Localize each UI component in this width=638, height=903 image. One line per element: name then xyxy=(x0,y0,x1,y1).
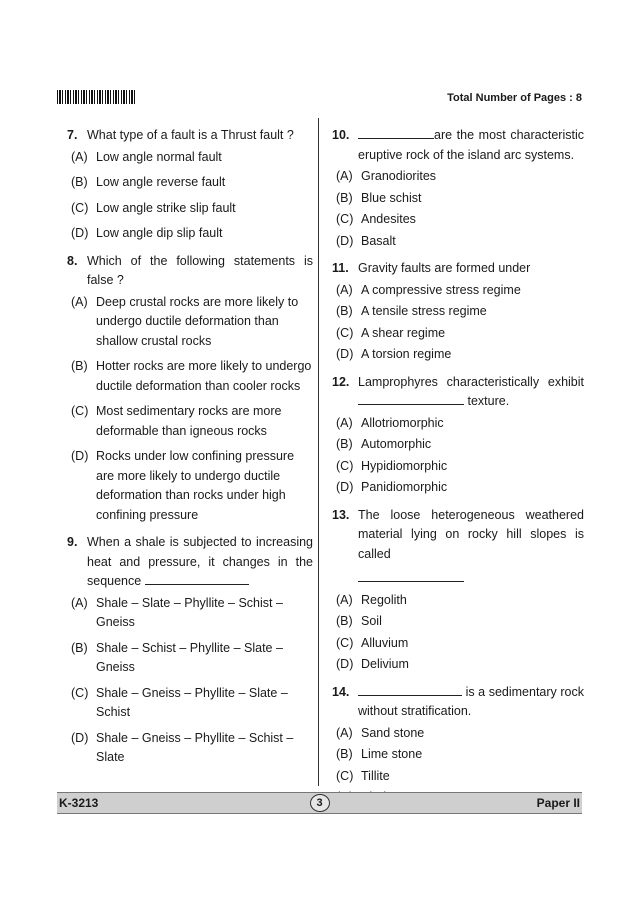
question-text-end: texture. xyxy=(467,394,510,408)
option-text: Deep crustal rocks are more likely to undergo ductile deformation than shallow crustal rocks xyxy=(96,294,299,348)
option-key: (D) xyxy=(336,233,354,248)
option-text: A torsion regime xyxy=(361,347,452,361)
option-text: A shear regime xyxy=(361,325,446,340)
option-key: (D) xyxy=(336,347,354,361)
option-text: Low angle dip slip fault xyxy=(96,226,223,240)
option-key: (B) xyxy=(336,747,353,761)
right-column xyxy=(332,126,584,816)
option xyxy=(336,414,584,434)
option xyxy=(336,745,584,765)
question-number: 14. xyxy=(332,684,350,699)
question-10 xyxy=(332,126,584,251)
option xyxy=(336,612,584,632)
answer-blank xyxy=(358,127,434,139)
option-key: (A) xyxy=(336,725,353,740)
option-key: (C) xyxy=(71,685,89,700)
question-text: is a sedimentary rock without stratification. xyxy=(358,684,584,718)
option-key: (B) xyxy=(336,614,353,628)
option-key: (D) xyxy=(71,226,89,240)
option xyxy=(336,767,584,787)
question-9 xyxy=(67,533,313,768)
option-key: (B) xyxy=(71,175,88,189)
option-key: (B) xyxy=(336,304,353,318)
option-text: Allotriomorphic xyxy=(361,415,444,430)
question-number: 9. xyxy=(67,535,78,549)
option-key: (C) xyxy=(336,768,354,783)
column-divider xyxy=(318,118,319,786)
answer-blank xyxy=(358,570,464,582)
question-8 xyxy=(67,252,313,526)
option xyxy=(71,639,313,678)
option-text: Most sedimentary rocks are more deformable than igneous rocks xyxy=(96,404,282,438)
option xyxy=(336,189,584,209)
question-text: Which of the following statements is false ? xyxy=(87,253,313,287)
option-text: Hotter rocks are more likely to undergo ductile deformation than cooler rocks xyxy=(96,359,312,393)
question-number: 8. xyxy=(67,253,78,268)
option-text: Rocks under low confining pressure are more likely to undergo ductile deformation than rocks under high confining pressure xyxy=(96,449,295,522)
question-number: 11. xyxy=(332,261,349,275)
total-pages-label: Total Number of Pages : 8 xyxy=(447,92,582,104)
option xyxy=(71,148,313,168)
option-text: Hypidiomorphic xyxy=(361,458,448,473)
option-key: (C) xyxy=(336,458,354,473)
question-text: What type of a fault is a Thrust fault ? xyxy=(87,128,294,142)
option-key: (A) xyxy=(71,149,88,164)
option xyxy=(336,232,584,252)
option xyxy=(71,224,313,244)
option-text: Tillite xyxy=(361,768,390,783)
option-text: Automorphic xyxy=(361,437,432,451)
option-text: Granodiorites xyxy=(361,169,437,183)
option-text: Alluvium xyxy=(361,635,409,650)
option-key: (A) xyxy=(336,415,353,430)
option xyxy=(336,435,584,455)
option-key: (C) xyxy=(71,404,89,418)
answer-blank xyxy=(358,684,462,696)
option-key: (D) xyxy=(336,657,354,671)
option-text: Low angle normal fault xyxy=(96,149,222,164)
question-12 xyxy=(332,373,584,498)
option xyxy=(336,478,584,498)
option xyxy=(71,293,313,352)
option xyxy=(336,167,584,187)
option xyxy=(336,634,584,654)
option-key: (C) xyxy=(336,635,354,650)
option-text: Andesites xyxy=(361,212,416,226)
answer-blank xyxy=(145,573,249,585)
left-column xyxy=(67,126,313,776)
page-number: 3 xyxy=(310,794,330,812)
option-text: A tensile stress regime xyxy=(361,304,487,318)
option xyxy=(71,684,313,723)
option-key: (C) xyxy=(336,325,354,340)
option-text: A compressive stress regime xyxy=(361,282,521,297)
option xyxy=(336,457,584,477)
option-key: (A) xyxy=(71,294,88,309)
option xyxy=(336,281,584,301)
option-key: (D) xyxy=(336,480,354,494)
option xyxy=(71,402,313,441)
option xyxy=(336,345,584,365)
option-text: Shale – Slate – Phyllite – Schist – Gneiss xyxy=(96,595,283,629)
option-text: Panidiomorphic xyxy=(361,480,448,494)
option-text: Blue schist xyxy=(361,190,422,205)
paper-label: Paper II xyxy=(536,796,580,810)
question-text: are the most characteristic eruptive rock of the island arc systems. xyxy=(358,128,584,162)
option-key: (B) xyxy=(71,359,88,373)
option xyxy=(336,302,584,322)
option-text: Shale – Gneiss – Phyllite – Slate – Schist xyxy=(96,685,288,719)
option-text: Delivium xyxy=(361,657,409,671)
option-key: (D) xyxy=(71,449,89,463)
option-text: Basalt xyxy=(361,233,396,248)
option xyxy=(71,173,313,193)
answer-blank xyxy=(358,393,464,405)
option-key: (C) xyxy=(336,212,354,226)
question-number: 7. xyxy=(67,128,78,142)
option-text: Lime stone xyxy=(361,747,423,761)
question-text: Lamprophyres characteristically exhibit xyxy=(358,374,584,389)
option-text: Shale – Gneiss – Phyllite – Schist – Slate xyxy=(96,730,294,764)
question-number: 12. xyxy=(332,374,350,389)
option-key: (B) xyxy=(336,437,353,451)
option-key: (A) xyxy=(336,282,353,297)
option xyxy=(71,594,313,633)
question-text: When a shale is subjected to increasing heat and pressure, it changes in the sequence xyxy=(87,535,313,588)
option-text: Shale – Schist – Phyllite – Slate – Gneiss xyxy=(96,640,283,674)
paper-code: K-3213 xyxy=(59,796,99,810)
option xyxy=(71,199,313,219)
option-key: (C) xyxy=(71,200,89,215)
option-key: (A) xyxy=(71,595,88,610)
question-13 xyxy=(332,506,584,675)
option-key: (A) xyxy=(336,592,353,607)
option xyxy=(336,655,584,675)
question-text: Gravity faults are formed under xyxy=(358,261,531,275)
question-number: 10. xyxy=(332,128,350,142)
barcode xyxy=(57,90,137,104)
option xyxy=(71,447,313,525)
option-text: Soil xyxy=(361,614,382,628)
option-key: (B) xyxy=(336,190,353,205)
option-key: (D) xyxy=(71,730,89,745)
option xyxy=(336,324,584,344)
question-text: The loose heterogeneous weathered material lying on rocky hill slopes is called xyxy=(358,507,584,561)
question-14 xyxy=(332,683,584,808)
footer-bar xyxy=(57,792,582,814)
question-7 xyxy=(67,126,313,244)
option xyxy=(336,591,584,611)
option xyxy=(71,357,313,396)
option xyxy=(336,724,584,744)
option-text: Low angle strike slip fault xyxy=(96,200,236,215)
option-key: (B) xyxy=(71,640,88,655)
option-text: Sand stone xyxy=(361,725,425,740)
question-11 xyxy=(332,259,584,365)
option xyxy=(71,729,313,768)
option-text: Regolith xyxy=(361,592,407,607)
option-text: Low angle reverse fault xyxy=(96,175,226,189)
question-number: 13. xyxy=(332,507,350,522)
option-key: (A) xyxy=(336,169,353,183)
option xyxy=(336,210,584,230)
